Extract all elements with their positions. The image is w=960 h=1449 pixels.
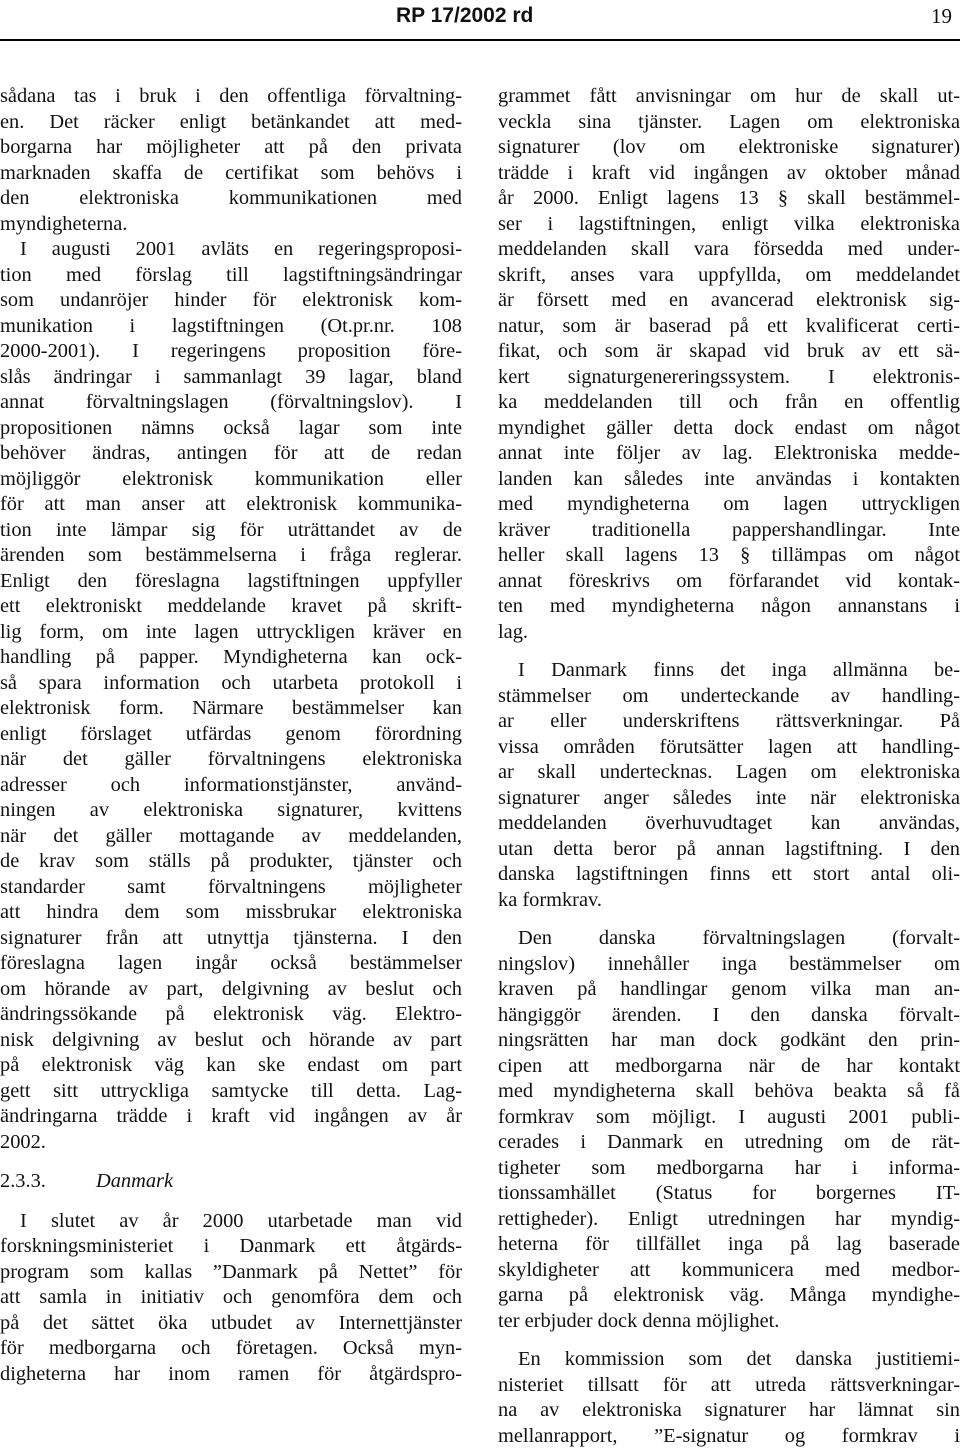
text-line: med myndigheterna skall behöva beakta så få [498,1079,960,1105]
text-line: signaturer anger således inte när elektroniska [498,786,960,812]
text-line: myndigheterna. [0,212,462,238]
text-line: kräver traditionella pappershandlingar. Inte [498,518,960,544]
text-line: tionssamhället (Status for borgernes IT- [498,1181,960,1207]
document-id: RP 17/2002 rd [396,4,533,28]
text-line: tion inte lämpar sig för uträttandet av de [0,518,462,544]
text-line: ter erbjuder dock denna möjlighet. [498,1309,960,1335]
text-line: föreslagna lagen ingår också bestämmelser [0,951,462,977]
page-number: 19 [931,4,952,29]
text-line: myndighet gäller detta dock endast om något [498,416,960,442]
text-line: behöver ändras, antingen för att de redan [0,441,462,467]
text-line: ser i lagstiftningen, enligt vilka elektroniska [498,212,960,238]
text-line: gett sitt uttryckliga samtycke till detta. Lag- [0,1079,462,1105]
text-line: så spara information och utarbeta protokoll i [0,671,462,697]
text-line: annat inte följer av lag. Elektroniska medde- [498,441,960,467]
text-line: lag. [498,620,960,646]
text-line: skyldigheter att kommunicera med medbor- [498,1258,960,1284]
text-line: kert signaturgenereringssystem. I elektronis- [498,365,960,391]
text-line: när det gäller förvaltningens elektroniska [0,747,462,773]
right-paragraph-1 [498,84,960,645]
text-line: ningslov) innehåller inga bestämmelser om [498,952,960,978]
text-line: 2002. [0,1130,462,1156]
text-line: hängiggör ärenden. I den danska förvalt- [498,1003,960,1029]
text-line: ärenden som bestämmelserna i fråga reglerar. [0,543,462,569]
text-line: heterna för tillfället inga på lag baserade [498,1232,960,1258]
text-line: natur, som är baserad på ett kvalificerat certi- [498,314,960,340]
paragraph-gap [498,1334,960,1347]
text-line: utan detta beror på annan lagstiftning. I den [498,837,960,863]
text-line: Enligt den föreslagna lagstiftningen uppfyller [0,569,462,595]
text-line: ändringssökande på elektronisk väg. Elektro- [0,1002,462,1028]
text-line: vissa områden förutsätter lagen att handling- [498,735,960,761]
paragraph-gap [498,645,960,658]
text-line: Den danska förvaltningslagen (forvalt- [498,926,960,952]
left-paragraph-3 [0,1209,462,1388]
text-line: som undanröjer hinder för elektronisk kom- [0,288,462,314]
right-paragraph-3 [498,926,960,1334]
text-line: när det gäller mottagande av meddelanden, [0,824,462,850]
section-heading [0,1169,462,1195]
text-line: ändringarna trädde i kraft vid ingången av år [0,1104,462,1130]
text-line: mellanrapport, ”E-signatur og formkrav i [498,1424,960,1449]
page-header [0,0,960,44]
left-column [0,84,462,1387]
text-line: na av elektroniska signaturer har lämnat sin [498,1398,960,1424]
text-line: elektronisk form. Närmare bestämmelser kan [0,696,462,722]
text-line: för medborgarna och företagen. Också myn- [0,1336,462,1362]
text-line: skrift, anses vara uppfyllda, om meddelandet [498,263,960,289]
text-line: marknaden skaffa de certifikat som behövs i [0,161,462,187]
text-line: I Danmark finns det inga allmänna be- [498,658,960,684]
paragraph-gap [498,913,960,926]
text-line: de krav som ställs på produkter, tjänster och [0,849,462,875]
text-line: adresser och informationstjänster, använd- [0,773,462,799]
text-line: att samla in initiativ och genomföra dem och [0,1285,462,1311]
text-line: ten med myndigheterna någon annanstans i [498,594,960,620]
text-line: ka meddelanden till och från en offentlig [498,390,960,416]
text-line: 2000-2001). I regeringens proposition före- [0,339,462,365]
text-line: nisk delgivning av beslut och hörande av part [0,1028,462,1054]
text-line: borgarna har möjligheter att på den privata [0,135,462,161]
right-column [498,84,960,1449]
text-line: möjliggör elektronisk kommunikation eller [0,467,462,493]
text-line: år 2000. Enligt lagens 13 § skall bestämmel- [498,186,960,212]
right-paragraph-2 [498,658,960,913]
text-line: signaturer (lov om elektroniske signaturer) [498,135,960,161]
text-line: handling på papper. Myndigheterna kan ock- [0,645,462,671]
text-line: ar skall undertecknas. Lagen om elektroniska [498,760,960,786]
text-line: cipen att medborgarna när de har kontakt [498,1054,960,1080]
text-line: ningsrätten har man dock godkänt den prin- [498,1028,960,1054]
text-line: digheterna har inom ramen för åtgärdspro- [0,1362,462,1388]
text-line: munikation i lagstiftningen (Ot.pr.nr. 108 [0,314,462,340]
text-line: enligt förslaget utfärdas genom förordning [0,722,462,748]
text-line: att hindra dem som missbrukar elektroniska [0,900,462,926]
text-line: program som kallas ”Danmark på Nettet” för [0,1260,462,1286]
text-line: ett elektroniskt meddelande kravet på skrift- [0,594,462,620]
text-line: I augusti 2001 avläts en regeringsproposi- [0,237,462,263]
section-number: 2.3.3. [0,1169,96,1195]
section-title: Danmark [96,1170,173,1192]
text-line: tion med förslag till lagstiftningsändringar [0,263,462,289]
text-line: cerades i Danmark en utredning om de rät- [498,1130,960,1156]
left-paragraph-2 [0,237,462,1155]
text-line: är försett med en avancerad elektronisk sig- [498,288,960,314]
text-line: forskningsministeriet i Danmark ett åtgärds- [0,1234,462,1260]
text-line: standarder samt förvaltningens möjligheter [0,875,462,901]
text-line: ar eller underskriftens rättsverkningar. På [498,709,960,735]
text-line: slås ändringar i sammanlagt 39 lagar, bland [0,365,462,391]
header-rule [0,39,960,41]
text-line: kraven på handlingar genom vilka man an- [498,977,960,1003]
text-line: nisteriet tillsatt för att utreda rättsverkningar- [498,1373,960,1399]
text-line: fikat, och som är skapad vid bruk av ett sä- [498,339,960,365]
text-line: den elektroniska kommunikationen med [0,186,462,212]
text-line: garna på elektronisk väg. Många myndighe- [498,1283,960,1309]
text-line: rettigheder). Enligt utredningen har myndig- [498,1207,960,1233]
text-line: lig form, om inte lagen uttryckligen kräver en [0,620,462,646]
text-line: I slutet av år 2000 utarbetade man vid [0,1209,462,1235]
text-line: ningen av elektroniska signaturer, kvittens [0,798,462,824]
text-line: trädde i kraft vid ingången av oktober månad [498,161,960,187]
text-line: på elektronisk väg kan ske endast om part [0,1053,462,1079]
text-line: meddelanden skall vara försedda med under- [498,237,960,263]
text-line: ka formkrav. [498,888,960,914]
text-line: på det sättet öka utbudet av Internettjänster [0,1311,462,1337]
text-line: en. Det räcker enligt betänkandet att med- [0,110,462,136]
text-line: om hörande av part, delgivning av beslut och [0,977,462,1003]
text-line: med myndigheterna om lagen uttryckligen [498,492,960,518]
text-line: tigheter som medborgarna har i informa- [498,1156,960,1182]
text-line: signaturer från att utnyttja tjänsterna. I den [0,926,462,952]
text-line: danska lagstiftningen finns ett stort antal oli- [498,862,960,888]
text-line: sådana tas i bruk i den offentliga förvaltning- [0,84,462,110]
text-line: stämmelser om underteckande av handling- [498,684,960,710]
text-line: annat förvaltningslagen (förvaltningslov). I [0,390,462,416]
text-line: grammet fått anvisningar om hur de skall ut- [498,84,960,110]
text-line: annat föreskrivs om förfarandet vid kontak- [498,569,960,595]
text-line: propositionen nämns också lagar som inte [0,416,462,442]
text-line: formkrav som möjligt. I augusti 2001 publi- [498,1105,960,1131]
text-line: heller skall lagens 13 § tillämpas om något [498,543,960,569]
right-paragraph-4 [498,1347,960,1449]
text-line: veckla sina tjänster. Lagen om elektroniska [498,110,960,136]
left-paragraph-1 [0,84,462,237]
text-line: meddelanden överhuvudtaget kan användas, [498,811,960,837]
text-line: för att man anser att elektronisk kommunika- [0,492,462,518]
text-line: En kommission som det danska justitiemi- [498,1347,960,1373]
text-line: landen kan således inte användas i kontakten [498,467,960,493]
